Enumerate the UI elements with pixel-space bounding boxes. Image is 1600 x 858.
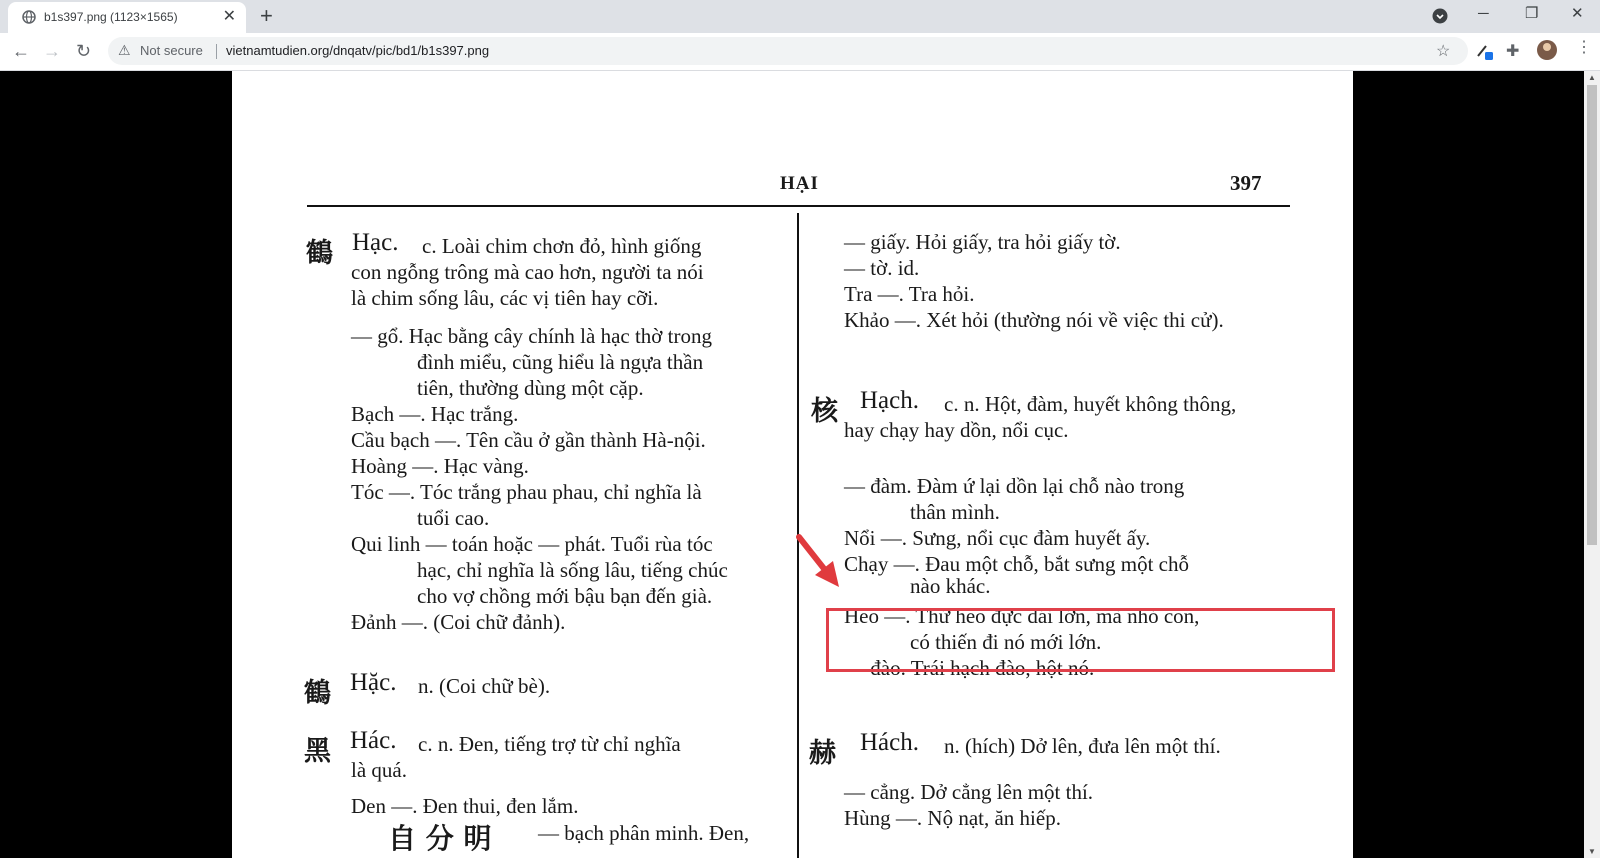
entry-definition: c. n. Đen, tiếng trợ từ chỉ nghĩa [418, 732, 681, 756]
restore-icon[interactable]: ❐ [1525, 5, 1539, 22]
text-line: tiên, thường dùng một cặp. [417, 376, 644, 400]
entry-headword: Hặc. [350, 669, 397, 696]
entry-definition: n. (Coi chữ bè). [418, 674, 551, 698]
entry-definition: c. n. Hột, đàm, huyết không thông, [944, 392, 1237, 416]
text-line: — gổ. Hạc bằng cây chính là hạc thờ trong [351, 324, 712, 348]
entry-han-character: 鶴 [306, 238, 333, 269]
tab-search-icon[interactable] [1432, 8, 1448, 24]
entry-han-character: 鶴 [304, 678, 331, 709]
text-line: Tra —. Tra hỏi. [844, 282, 975, 306]
tab-strip [0, 0, 1600, 33]
text-line: — bạch phân minh. Đen, [538, 821, 750, 845]
new-tab-button[interactable]: + [260, 3, 273, 28]
text-line: — đào. Trái hạch đào, hột nó. [844, 656, 1095, 680]
entry-han-character: 核 [811, 396, 838, 427]
text-line: Hùng —. Nộ nạt, ăn hiếp. [844, 806, 1061, 830]
text-line-highlighted: có thiến đi nó mới lớn. [910, 630, 1102, 654]
text-line: là chim sống lâu, các vị tiên hay cỡi. [351, 286, 659, 310]
text-line: hạc, chỉ nghĩa là sống lâu, tiếng chúc [417, 558, 728, 582]
text-line: là quá. [351, 758, 407, 782]
highlight-box [826, 608, 1335, 672]
header-rule [307, 205, 1290, 207]
entry-headword: Hác. [350, 727, 397, 754]
page-header-title: HẠI [780, 173, 819, 194]
text-line: Cầu bạch —. Tên cầu ở gần thành Hà-nội. [351, 428, 706, 452]
scroll-down-icon[interactable]: ▼ [1588, 847, 1596, 856]
address-bar[interactable] [108, 37, 1468, 65]
scroll-up-icon[interactable]: ▲ [1588, 73, 1596, 82]
text-line: — giấy. Hỏi giấy, tra hỏi giấy tờ. [844, 230, 1121, 254]
text-line: đình miểu, cũng hiểu là ngựa thần [417, 350, 704, 374]
text-line: Nổi —. Sưng, nổi cục đàm huyết ấy. [844, 526, 1151, 550]
text-line: tuổi cao. [417, 506, 490, 530]
text-line: thân mình. [910, 500, 1000, 524]
text-line: Den —. Đen thui, đen lắm. [351, 794, 579, 818]
entry-definition: c. Loài chim chơn đỏ, hình giống [422, 234, 702, 258]
text-line: Hoàng —. Hạc vàng. [351, 454, 529, 478]
omnibox-divider [216, 44, 217, 59]
browser-tab[interactable] [8, 2, 246, 33]
tab-title: b1s397.png (1123×1565) [44, 10, 178, 24]
back-arrow-icon[interactable]: ← [12, 41, 30, 61]
text-line: Đảnh —. (Coi chữ đảnh). [351, 610, 566, 634]
menu-dots-icon[interactable]: ⋮ [1576, 39, 1592, 56]
entry-han-character: 赫 [809, 738, 836, 769]
scrollbar[interactable] [1584, 71, 1600, 858]
url-text[interactable]: vietnamtudien.org/dnqatv/pic/bd1/b1s397.png [226, 43, 490, 58]
text-line: — cẳng. Dở cẳng lên một thí. [844, 780, 1094, 804]
text-line: Bạch —. Hạc trắng. [351, 402, 519, 426]
text-line: cho vợ chồng mới bậu bạn đến già. [417, 584, 713, 608]
entry-han-character: 黑 [304, 736, 331, 767]
entry-definition: n. (hích) Dở lên, đưa lên một thí. [944, 734, 1221, 758]
entry-headword: Hạch. [860, 387, 919, 414]
entry-headword: Hách. [860, 729, 919, 756]
text-line: Qui linh — toán hoặc — phát. Tuổi rùa tóc [351, 532, 713, 556]
entry-headword: Hạc. [352, 229, 399, 256]
text-line: nào khác. [910, 574, 991, 593]
text-line: — đàm. Đàm ứ lại dồn lại chỗ nào trong [844, 474, 1185, 498]
text-line: — tờ. id. [844, 256, 920, 280]
text-line: con ngỗng trông mà cao hơn, người ta nói [351, 260, 704, 284]
dictionary-page-image [232, 71, 1353, 858]
page-number: 397 [1230, 171, 1262, 195]
browser-toolbar [0, 33, 1600, 71]
text-line: Tóc —. Tóc trắng phau phau, chỉ nghĩa là [351, 480, 702, 504]
window-close-icon[interactable]: ✕ [1571, 5, 1584, 22]
close-tab-icon[interactable]: ✕ [222, 8, 236, 25]
reload-icon[interactable]: ↻ [76, 41, 92, 61]
minimize-icon[interactable]: ─ [1478, 5, 1489, 22]
scroll-thumb[interactable] [1587, 85, 1597, 545]
bookmark-star-icon[interactable]: ☆ [1436, 43, 1451, 60]
forward-arrow-icon[interactable]: → [43, 41, 61, 61]
text-line: hay chạy hay dồn, nổi cục. [844, 418, 1069, 442]
profile-avatar[interactable] [1537, 40, 1557, 60]
extension-pen-icon[interactable] [1476, 42, 1494, 60]
warning-icon[interactable]: ⚠ [118, 42, 131, 58]
security-status[interactable]: Not secure [140, 43, 203, 58]
extensions-puzzle-icon[interactable]: ✚ [1506, 43, 1520, 60]
han-phrase: 自 分 明 [388, 822, 492, 855]
image-viewer [0, 71, 1584, 858]
red-arrow-icon [795, 533, 845, 593]
text-line: Chạy —. Đau một chỗ, bắt sưng một chỗ [844, 552, 1190, 576]
globe-icon [22, 10, 36, 24]
text-line: Khảo —. Xét hỏi (thường nói về việc thi cử). [844, 308, 1224, 332]
text-line-highlighted: Heo —. Thứ heo đực dái lớn, mà nhỏ con, [844, 604, 1200, 628]
